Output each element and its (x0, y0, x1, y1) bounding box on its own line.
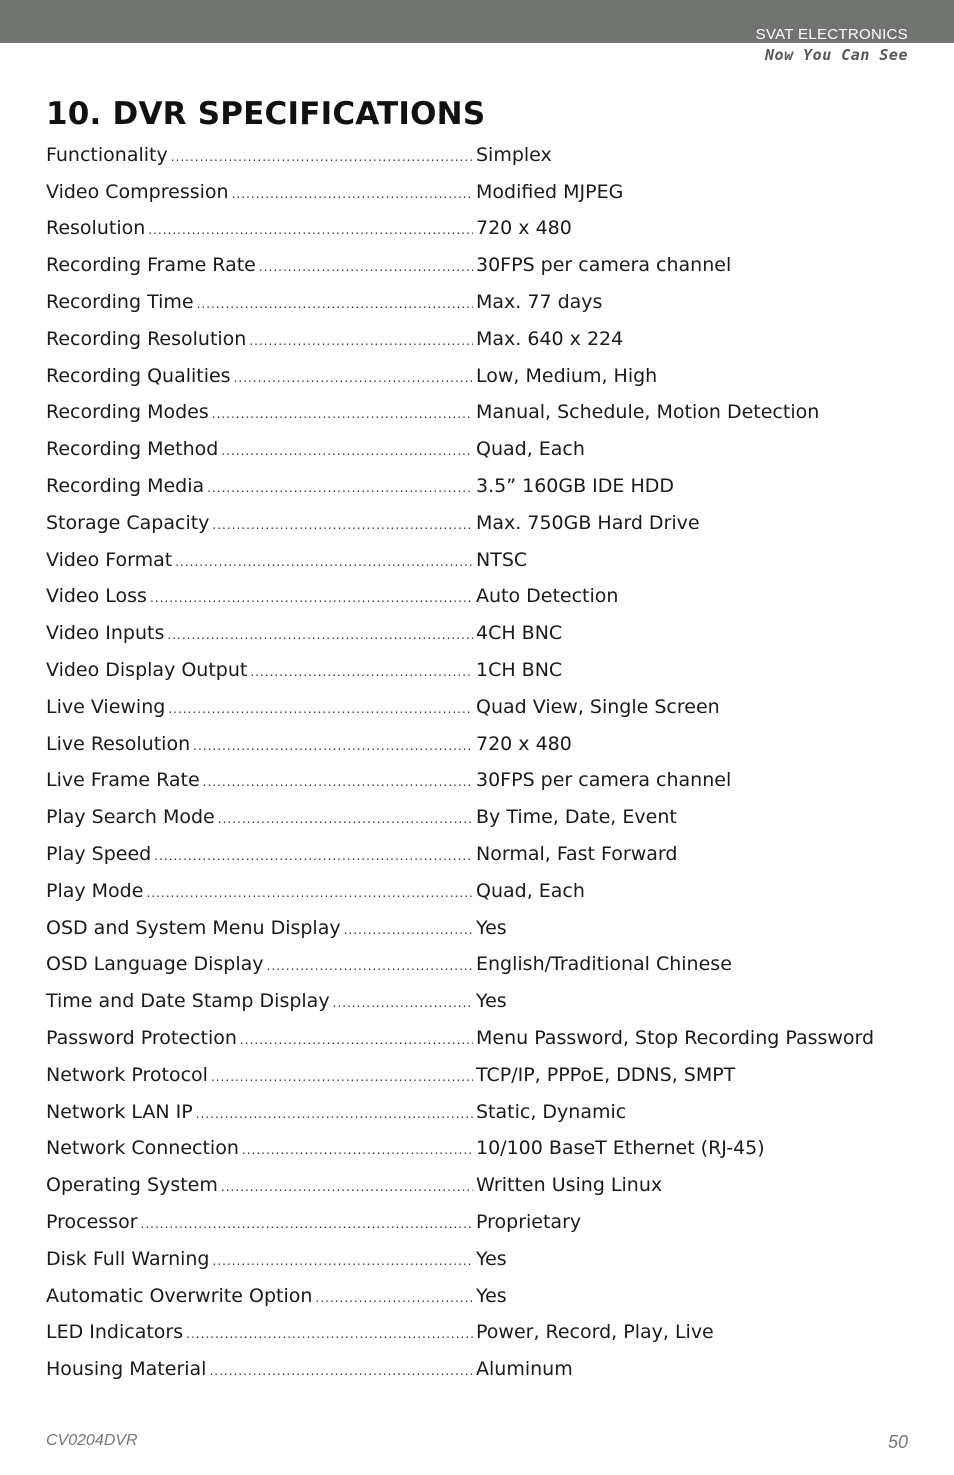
spec-label-wrap (46, 882, 476, 901)
spec-label: Functionality (46, 145, 168, 165)
brand-name: SVAT ELECTRONICS (755, 26, 908, 43)
spec-label-wrap (46, 367, 476, 386)
spec-label-wrap (46, 330, 476, 349)
spec-label-wrap (46, 919, 476, 938)
dot-leader (212, 408, 473, 420)
spec-row (46, 468, 906, 505)
spec-label-wrap (46, 845, 476, 864)
spec-value: 720 x 480 (476, 219, 572, 239)
page-number: 50 (887, 1432, 908, 1452)
spec-label-wrap (46, 1250, 476, 1269)
spec-label: Play Mode (46, 881, 144, 901)
spec-label: Recording Media (46, 477, 205, 497)
spec-row (46, 763, 906, 800)
spec-value: 30FPS per camera channel (476, 771, 732, 791)
spec-row (46, 321, 906, 358)
spec-label: Disk Full Warning (46, 1249, 210, 1269)
spec-value: Yes (476, 992, 507, 1012)
spec-row (46, 1351, 906, 1388)
spec-label-wrap (46, 1103, 476, 1122)
spec-label-wrap (46, 477, 476, 496)
spec-label: Play Search Mode (46, 808, 215, 828)
spec-label: Recording Qualities (46, 366, 231, 386)
spec-label: OSD Language Display (46, 955, 264, 975)
spec-row (46, 174, 906, 211)
spec-label: Video Inputs (46, 624, 165, 644)
spec-value: Quad View, Single Screen (476, 697, 720, 717)
spec-row (46, 947, 906, 984)
spec-label-wrap (46, 440, 476, 459)
dot-leader (207, 482, 473, 494)
dot-leader (259, 261, 473, 273)
dot-leader (196, 1108, 473, 1120)
dot-leader (221, 1181, 473, 1193)
dot-leader (146, 887, 473, 899)
spec-label: Recording Resolution (46, 329, 247, 349)
spec-label: Recording Method (46, 440, 219, 460)
spec-row (46, 1131, 906, 1168)
spec-value: Max. 750GB Hard Drive (476, 513, 700, 533)
dot-leader (193, 740, 473, 752)
spec-row (46, 1204, 906, 1241)
spec-label: Housing Material (46, 1360, 207, 1380)
spec-label: Video Compression (46, 182, 229, 202)
spec-label-wrap (46, 1139, 476, 1158)
spec-row (46, 983, 906, 1020)
spec-label: Network LAN IP (46, 1102, 193, 1122)
spec-label-wrap (46, 1360, 476, 1379)
spec-value: 3.5” 160GB IDE HDD (476, 477, 674, 497)
spec-value: By Time, Date, Event (476, 808, 677, 828)
spec-label: Time and Date Stamp Display (46, 992, 330, 1012)
spec-label-wrap (46, 1323, 476, 1342)
spec-row (46, 836, 906, 873)
page-title: 10. DVR SPECIFICATIONS (46, 96, 486, 132)
spec-value: 720 x 480 (476, 734, 572, 754)
dot-leader (213, 1255, 474, 1267)
spec-value: 30FPS per camera channel (476, 256, 732, 276)
spec-label-wrap (46, 219, 476, 238)
spec-value: Simplex (476, 145, 552, 165)
spec-label-wrap (46, 771, 476, 790)
spec-value: English/Traditional Chinese (476, 955, 732, 975)
spec-label: Resolution (46, 219, 146, 239)
spec-label-wrap (46, 146, 476, 165)
dot-leader (154, 850, 473, 862)
dot-leader (333, 997, 473, 1009)
spec-label: Processor (46, 1213, 138, 1232)
spec-value: Quad, Each (476, 440, 585, 460)
spec-row (46, 1020, 906, 1057)
spec-row (46, 1094, 906, 1131)
spec-label: Live Frame Rate (46, 771, 200, 791)
spec-label: Network Connection (46, 1139, 239, 1159)
spec-label-wrap (46, 735, 476, 754)
spec-value: Proprietary (476, 1213, 582, 1232)
dot-leader (150, 592, 473, 604)
spec-row (46, 542, 906, 579)
dot-leader (212, 519, 473, 531)
spec-value: 1CH BNC (476, 661, 563, 681)
spec-label-wrap (46, 1029, 476, 1048)
spec-label: Recording Modes (46, 403, 209, 423)
spec-row (46, 726, 906, 763)
spec-value: Yes (476, 918, 507, 938)
spec-row (46, 873, 906, 910)
spec-label: Recording Time (46, 293, 194, 313)
spec-value: Power, Record, Play, Live (476, 1323, 714, 1343)
spec-row (46, 395, 906, 432)
dot-leader (315, 1292, 473, 1304)
spec-value: NTSC (476, 550, 528, 570)
spec-label-wrap (46, 1066, 476, 1085)
spec-row (46, 615, 906, 652)
spec-row (46, 579, 906, 616)
spec-value: Yes (476, 1286, 507, 1306)
spec-label-wrap (46, 808, 476, 827)
dot-leader (168, 703, 473, 715)
spec-value: Auto Detection (476, 587, 619, 607)
spec-row (46, 211, 906, 248)
spec-label: Network Protocol (46, 1065, 208, 1085)
spec-label: Video Display Output (46, 661, 248, 681)
spec-label: Operating System (46, 1176, 218, 1196)
spec-row (46, 284, 906, 321)
spec-value: Modified MJPEG (476, 182, 624, 202)
spec-label-wrap (46, 624, 476, 643)
spec-label-wrap (46, 992, 476, 1011)
spec-value: Written Using Linux (476, 1176, 663, 1196)
spec-label-wrap (46, 514, 476, 533)
spec-row (46, 137, 906, 174)
spec-row (46, 1241, 906, 1278)
spec-value: TCP/IP, PPPoE, DDNS, SMPT (476, 1065, 736, 1085)
spec-label-wrap (46, 698, 476, 717)
spec-label-wrap (46, 403, 476, 422)
dot-leader (240, 1034, 473, 1046)
spec-label: Play Speed (46, 845, 152, 865)
spec-value: Manual, Schedule, Motion Detection (476, 403, 820, 423)
spec-label: Live Viewing (46, 697, 166, 717)
dot-leader (141, 1218, 473, 1230)
dot-leader (242, 1144, 473, 1156)
dot-leader (209, 1365, 473, 1377)
spec-value: Max. 77 days (476, 293, 603, 313)
spec-value: Normal, Fast Forward (476, 845, 678, 865)
dot-leader (344, 924, 473, 936)
spec-label: Storage Capacity (46, 513, 210, 533)
spec-row (46, 1057, 906, 1094)
spec-label: Password Protection (46, 1029, 237, 1049)
spec-row (46, 247, 906, 284)
spec-label-wrap (46, 1176, 476, 1195)
spec-label-wrap (46, 1213, 476, 1232)
spec-value: Aluminum (476, 1360, 573, 1380)
spec-row (46, 358, 906, 395)
spec-label: OSD and System Menu Display (46, 918, 341, 938)
spec-value: 10/100 BaseT Ethernet (RJ-45) (476, 1139, 765, 1159)
spec-label-wrap (46, 661, 476, 680)
spec-label: Automatic Overwrite Option (46, 1286, 313, 1306)
spec-value: Quad, Each (476, 881, 585, 901)
spec-label: LED Indicators (46, 1323, 184, 1343)
dot-leader (197, 298, 473, 310)
spec-label-wrap (46, 955, 476, 974)
spec-row (46, 431, 906, 468)
spec-value: Menu Password, Stop Recording Password (476, 1029, 875, 1049)
dot-leader (250, 666, 473, 678)
spec-label: Live Resolution (46, 734, 191, 754)
spec-row (46, 1167, 906, 1204)
spec-row (46, 1278, 906, 1315)
spec-row (46, 1315, 906, 1352)
spec-row (46, 910, 906, 947)
dot-leader (167, 629, 473, 641)
dot-leader (203, 776, 473, 788)
spec-value: Static, Dynamic (476, 1102, 627, 1122)
spec-value: Yes (476, 1249, 507, 1269)
dot-leader (211, 1071, 473, 1083)
dot-leader (221, 445, 473, 457)
dot-leader (232, 188, 473, 200)
spec-label: Video Loss (46, 587, 147, 607)
spec-label-wrap (46, 587, 476, 606)
spec-row (46, 505, 906, 542)
spec-label-wrap (46, 551, 476, 570)
dot-leader (249, 335, 473, 347)
spec-label-wrap (46, 183, 476, 202)
spec-list (46, 137, 906, 1388)
dot-leader (186, 1328, 473, 1340)
spec-row (46, 799, 906, 836)
spec-label-wrap (46, 293, 476, 312)
footer-model: CV0204DVR (46, 1432, 138, 1449)
brand-tagline: Now You Can See (765, 46, 908, 64)
dot-leader (234, 372, 473, 384)
spec-row (46, 689, 906, 726)
dot-leader (148, 224, 473, 236)
spec-label: Recording Frame Rate (46, 256, 256, 276)
spec-row (46, 652, 906, 689)
dot-leader (175, 556, 473, 568)
dot-leader (218, 813, 473, 825)
dot-leader (171, 151, 473, 163)
spec-value: Max. 640 x 224 (476, 329, 624, 349)
dot-leader (267, 960, 473, 972)
spec-value: 4CH BNC (476, 624, 563, 644)
spec-label-wrap (46, 1287, 476, 1306)
spec-label-wrap (46, 256, 476, 275)
spec-value: Low, Medium, High (476, 366, 658, 386)
spec-label: Video Format (46, 550, 173, 570)
